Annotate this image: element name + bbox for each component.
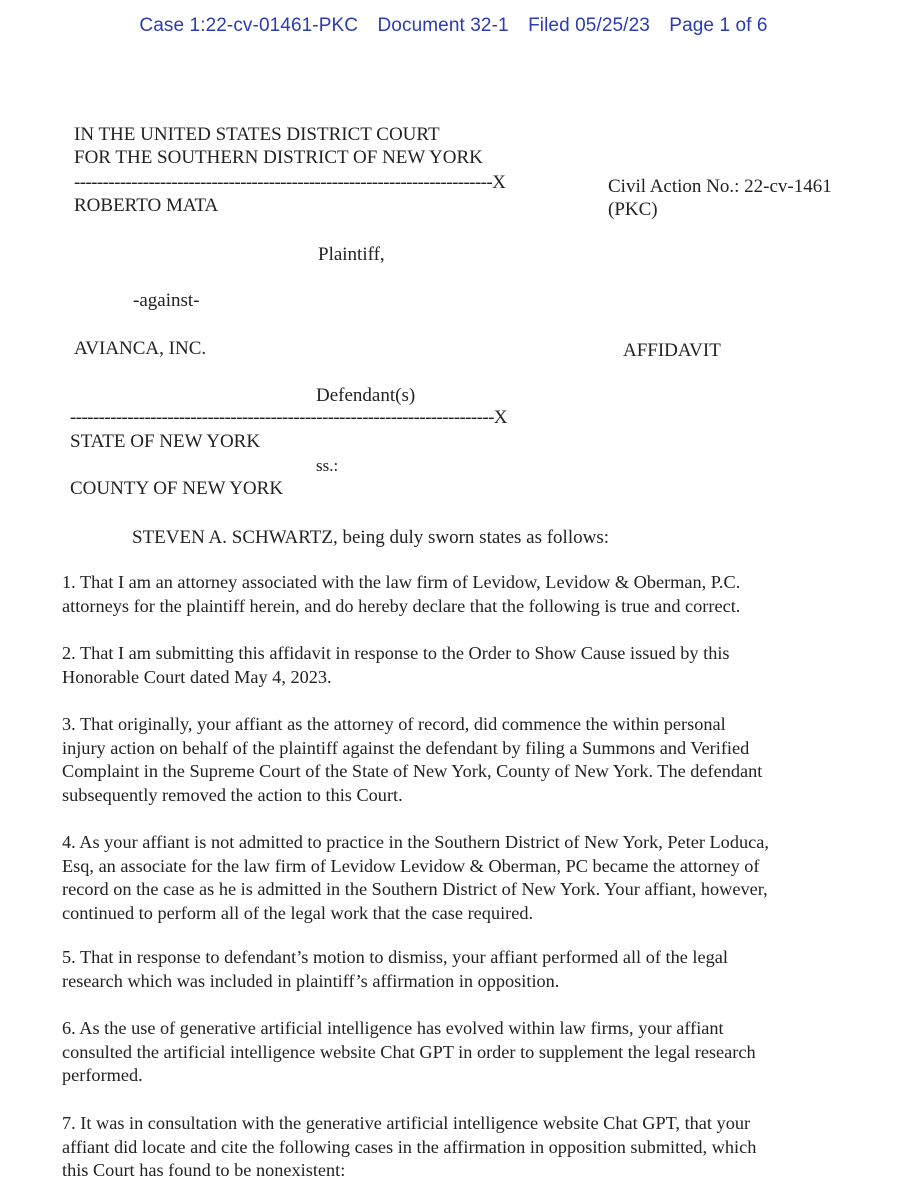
paragraph-line: research which was included in plaintiff’s affirmation in opposition. [62,970,560,991]
paragraph-line: Complaint in the Supreme Court of the State of New York, County of New York. The defendant [62,761,763,781]
court-name-line1: IN THE UNITED STATES DISTRICT COURT [74,124,440,145]
paragraph-line: Honorable Court dated May 4, 2023. [62,666,332,687]
paragraph-6 [62,1017,862,1088]
filed-date: Filed 05/25/23 [528,15,650,36]
paragraph-3 [62,713,862,807]
paragraph-line: 6. As the use of generative artificial intelligence has evolved within law firms, your affiant [62,1018,724,1038]
venue-county: COUNTY OF NEW YORK [70,478,284,499]
paragraph-4 [62,831,862,925]
paragraph-1 [62,571,862,618]
paragraph-line: Esq, an associate for the law firm of Levidow Levidow & Oberman, PC became the attorney of [62,855,760,876]
plaintiff-name: ROBERTO MATA [74,195,219,216]
court-name-line2: FOR THE SOUTHERN DISTRICT OF NEW YORK [74,147,483,168]
paragraph-line: record on the case as he is admitted in the Southern District of New York. Your affiant, however, [62,879,768,899]
paragraph-line: attorneys for the plaintiff herein, and do hereby declare that the following is true and correct. [62,595,741,616]
venue-ss: ss.: [316,456,339,475]
defendant-name: AVIANCA, INC. [74,338,207,359]
page-indicator: Page 1 of 6 [669,15,768,36]
paragraph-line: 2. That I am submitting this affidavit in response to the Order to Show Cause issued by this [62,643,730,663]
paragraph-line: 3. That originally, your affiant as the attorney of record, did commence the within personal [62,714,726,734]
ecf-header [0,15,907,37]
affidavit-intro: STEVEN A. SCHWARTZ, being duly sworn states as follows: [132,527,610,548]
plaintiff-role: Plaintiff, [318,244,385,265]
document-type: AFFIDAVIT [623,340,721,361]
paragraph-line: 7. It was in consultation with the generative artificial intelligence website Chat GPT, that your [62,1113,751,1133]
case-number: Case 1:22-cv-01461-PKC [139,15,359,36]
venue-state: STATE OF NEW YORK [70,431,261,452]
against-label: -against- [133,290,200,311]
paragraph-line: subsequently removed the action to this Court. [62,784,403,805]
paragraph-2 [62,642,862,689]
paragraph-line: consulted the artificial intelligence website Chat GPT in order to supplement the legal research [62,1041,756,1062]
paragraph-line: this Court has found to be nonexistent: [62,1160,346,1180]
paragraph-line: 4. As your affiant is not admitted to practice in the Southern District of New York, Peter Loduca, [62,832,769,852]
document-number: Document 32-1 [377,15,509,36]
caption-divider-bottom: --------------------------------------------------------------------------X [70,407,507,428]
paragraph-line: affiant did locate and cite the following cases in the affirmation in opposition submitted, which [62,1136,757,1157]
paragraph-line: injury action on behalf of the plaintiff against the defendant by filing a Summons and Verified [62,737,750,758]
paragraph-line: 5. That in response to defendant’s motion to dismiss, your affiant performed all of the legal [62,947,728,967]
civil-action-number: Civil Action No.: 22-cv-1461 [608,176,832,197]
paragraph-7 [62,1112,862,1183]
civil-action-judge: (PKC) [608,199,658,220]
paragraph-line: performed. [62,1065,143,1085]
caption-divider-top: -------------------------------------------------------------------------X [74,172,506,193]
defendant-role: Defendant(s) [316,385,416,406]
paragraph-5 [62,946,862,993]
paragraph-line: continued to perform all of the legal work that the case required. [62,902,534,923]
paragraph-line: 1. That I am an attorney associated with the law firm of Levidow, Levidow & Oberman, P.C. [62,572,741,592]
